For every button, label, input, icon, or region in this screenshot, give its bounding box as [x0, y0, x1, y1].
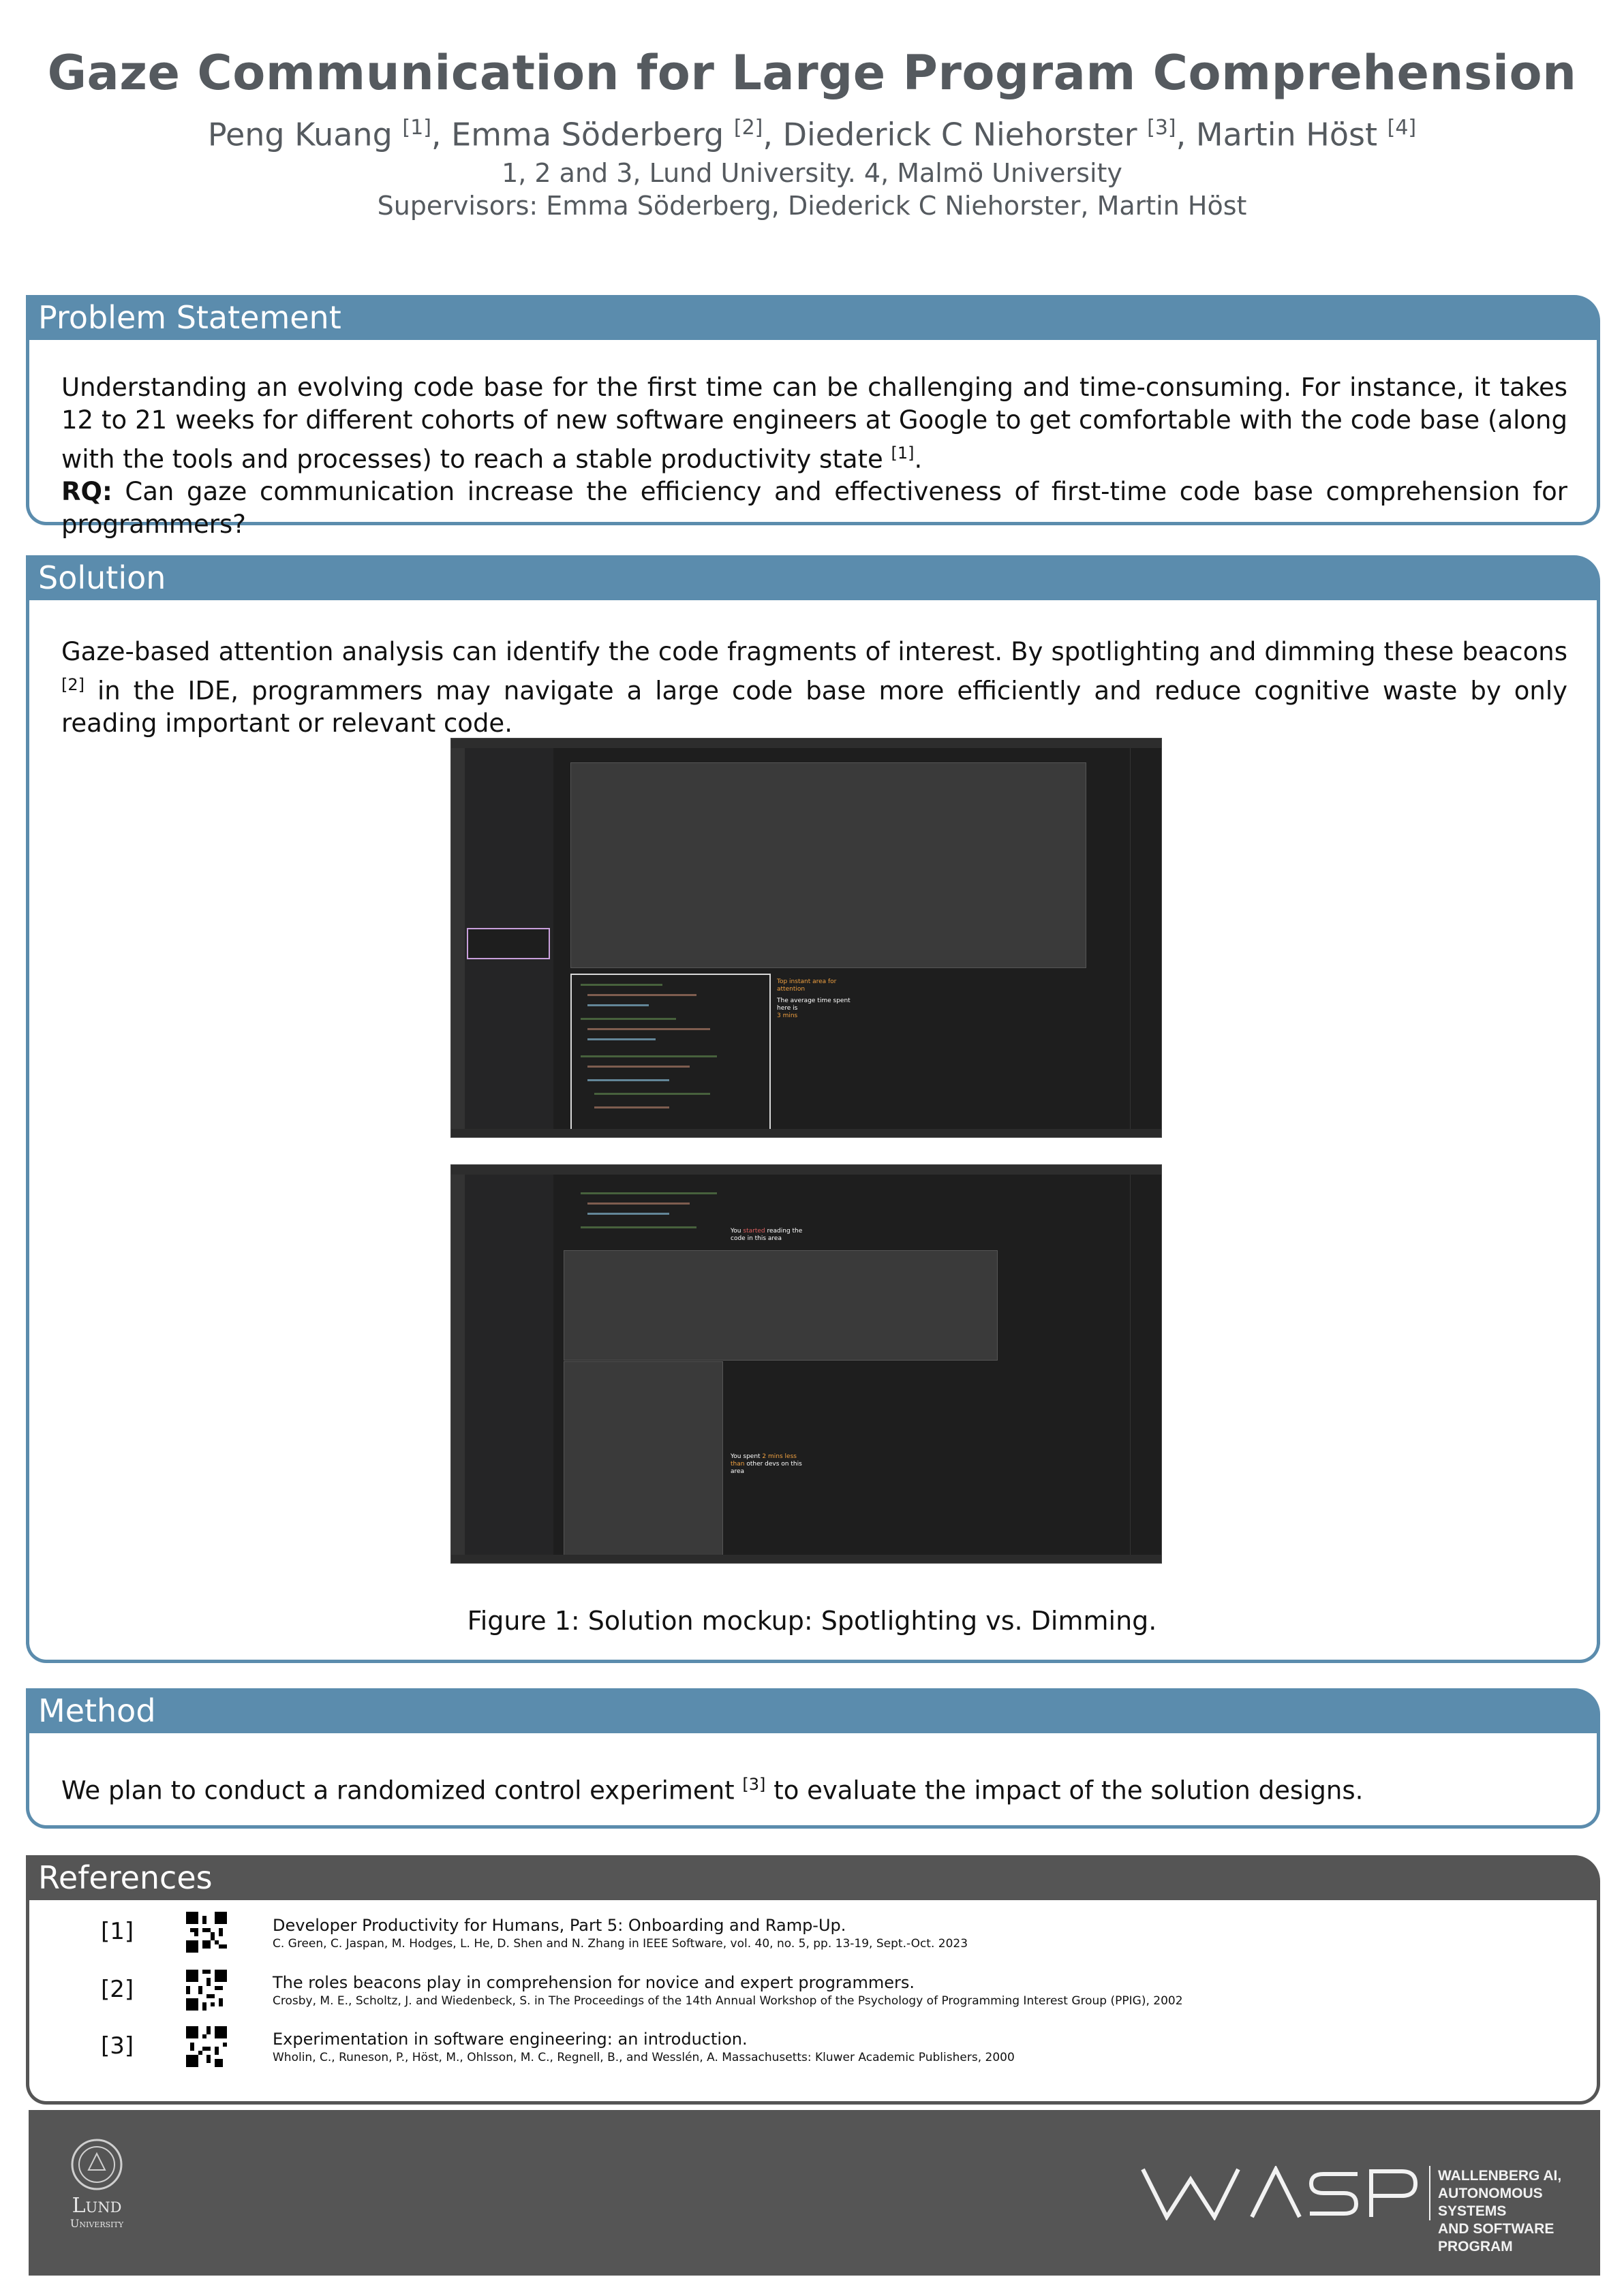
reference-authors: Crosby, M. E., Scholtz, J. and Wiedenbeck, S. in The Proceedings of the 14th Annual Workshop of the Psychology of Programming Interest Group (PPIG), 2002 [273, 1994, 1183, 2008]
citation: [3] [742, 1775, 766, 1794]
note-highlight: started [743, 1228, 765, 1235]
spotlight-mockup-screenshot [450, 738, 1162, 1138]
affiliations: 1, 2 and 3, Lund University. 4, Malmö University [502, 158, 1122, 188]
section-heading: Problem Statement [26, 295, 1600, 340]
note-text: You [731, 1228, 741, 1235]
section-heading: Solution [26, 555, 1600, 600]
reference-number: [2] [101, 1976, 134, 2003]
reference-title: The roles beacons play in comprehension for novice and expert programmers. [273, 1973, 915, 1992]
reference-number: [3] [101, 2032, 134, 2060]
note-highlight: 2 mins less than [731, 1453, 797, 1468]
note-text: The average time spent here is [777, 997, 851, 1012]
rq-text: Can gaze communication increase the efficiency and effectiveness of first-time code base comprehension for programmers? [61, 477, 1567, 540]
author-name: Martin Höst [1195, 116, 1378, 153]
author-name: Emma Söderberg [451, 116, 724, 153]
section-heading: References [26, 1855, 1600, 1900]
dimming-note-time [731, 1453, 812, 1476]
solution-paragraph: Gaze-based attention analysis can identify the code fragments of interest. By spotlighting and dimming these beacons [61, 637, 1567, 666]
citation: [2] [61, 675, 85, 694]
poster-title: Gaze Communication for Large Program Comprehension [47, 45, 1577, 101]
author-list: Peng Kuang [1], Emma Söderberg [2], Diederick C Niehorster [3], Martin Höst [4] [207, 116, 1417, 153]
wasp-program-name [1438, 2167, 1600, 2256]
dimming-mockup-screenshot [450, 1164, 1162, 1564]
reference-authors: Wholin, C., Runeson, P., Höst, M., Ohlsson, M. C., Regnell, B., and Wesslén, A. Massachusetts: Kluwer Academic Publishers, 2000 [273, 2051, 1015, 2064]
figure-caption: Figure 1: Solution mockup: Spotlighting vs. Dimming. [467, 1606, 1157, 1636]
lund-wordmark-line: Lund [72, 2194, 122, 2218]
spotlight-note-time [777, 997, 865, 1020]
solution-paragraph-cont: in the IDE, programmers may navigate a large code base more efficiently and reduce cognitive waste by only reading important or relevant code. [61, 676, 1567, 739]
reference-authors: C. Green, C. Jaspan, M. Hodges, L. He, D. Shen and N. Zhang in IEEE Software, vol. 40, no. 5, pp. 13-19, Sept.-Oct. 2023 [273, 1937, 968, 1951]
author-name: Diederick C Niehorster [782, 116, 1137, 153]
wasp-name-line: AND SOFTWARE PROGRAM [1438, 2221, 1554, 2254]
note-text: other devs on this area [731, 1461, 802, 1475]
method-block [26, 1688, 1600, 1829]
spotlight-note [777, 978, 865, 993]
reference-title: Developer Productivity for Humans, Part 5: Onboarding and Ramp-Up. [273, 1916, 846, 1935]
lund-wordmark-line: University [70, 2217, 124, 2230]
author-ref: [3] [1147, 116, 1176, 140]
qr-code-icon[interactable] [186, 1969, 227, 2011]
method-paragraph-cont: to evaluate the impact of the solution designs. [773, 1775, 1364, 1805]
wasp-logo-icon [1139, 2166, 1426, 2220]
qr-code-icon[interactable] [186, 1911, 227, 1953]
author-ref: [1] [402, 116, 431, 140]
method-text [61, 1768, 1567, 1807]
problem-text: Understanding an evolving code base for the first time can be challenging and time-consuming. For instance, it takes 12 to 21 weeks for different cohorts of new software engineers at Google to get comfortable with the code base (along with the tools and processes) to reach a stable productivity state [1]. RQ: Can gaze communication increase the efficiency and effectiveness of first-time code base comprehension for programmers? [61, 373, 1567, 540]
problem-paragraph: Understanding an evolving code base for the first time can be challenging and time-consuming. For instance, it takes 12 to 21 weeks for different cohorts of new software engineers at Google to get comfortable with the code base (along with the tools and processes) to reach a stable productivity state [61, 373, 1567, 474]
method-paragraph: We plan to conduct a randomized control experiment [61, 1775, 735, 1805]
wasp-name-line: WALLENBERG AI, [1438, 2168, 1562, 2184]
lund-university-seal-icon [70, 2137, 124, 2192]
author-name: Peng Kuang [207, 116, 393, 153]
note-text: You spent [731, 1453, 761, 1460]
wasp-name-line: AUTONOMOUS SYSTEMS [1438, 2186, 1543, 2219]
footer-bar [29, 2110, 1600, 2276]
author-ref: [2] [733, 116, 763, 140]
dimming-note [731, 1228, 812, 1243]
solution-text [61, 636, 1567, 740]
note-text: reading the code in this area [731, 1228, 803, 1242]
reference-number: [1] [101, 1918, 134, 1945]
note-value: 3 mins [777, 1012, 798, 1019]
author-ref: [4] [1387, 116, 1417, 140]
note-text: Top instant area for attention [777, 978, 837, 993]
qr-code-icon[interactable] [186, 2026, 227, 2068]
rq-label: RQ: [61, 477, 112, 507]
lund-university-wordmark [61, 2195, 132, 2231]
section-heading: Method [26, 1688, 1600, 1733]
supervisors: Supervisors: Emma Söderberg, Diederick C Niehorster, Martin Höst [377, 191, 1247, 221]
reference-title: Experimentation in software engineering: an introduction. [273, 2030, 748, 2049]
citation: [1] [891, 444, 915, 463]
